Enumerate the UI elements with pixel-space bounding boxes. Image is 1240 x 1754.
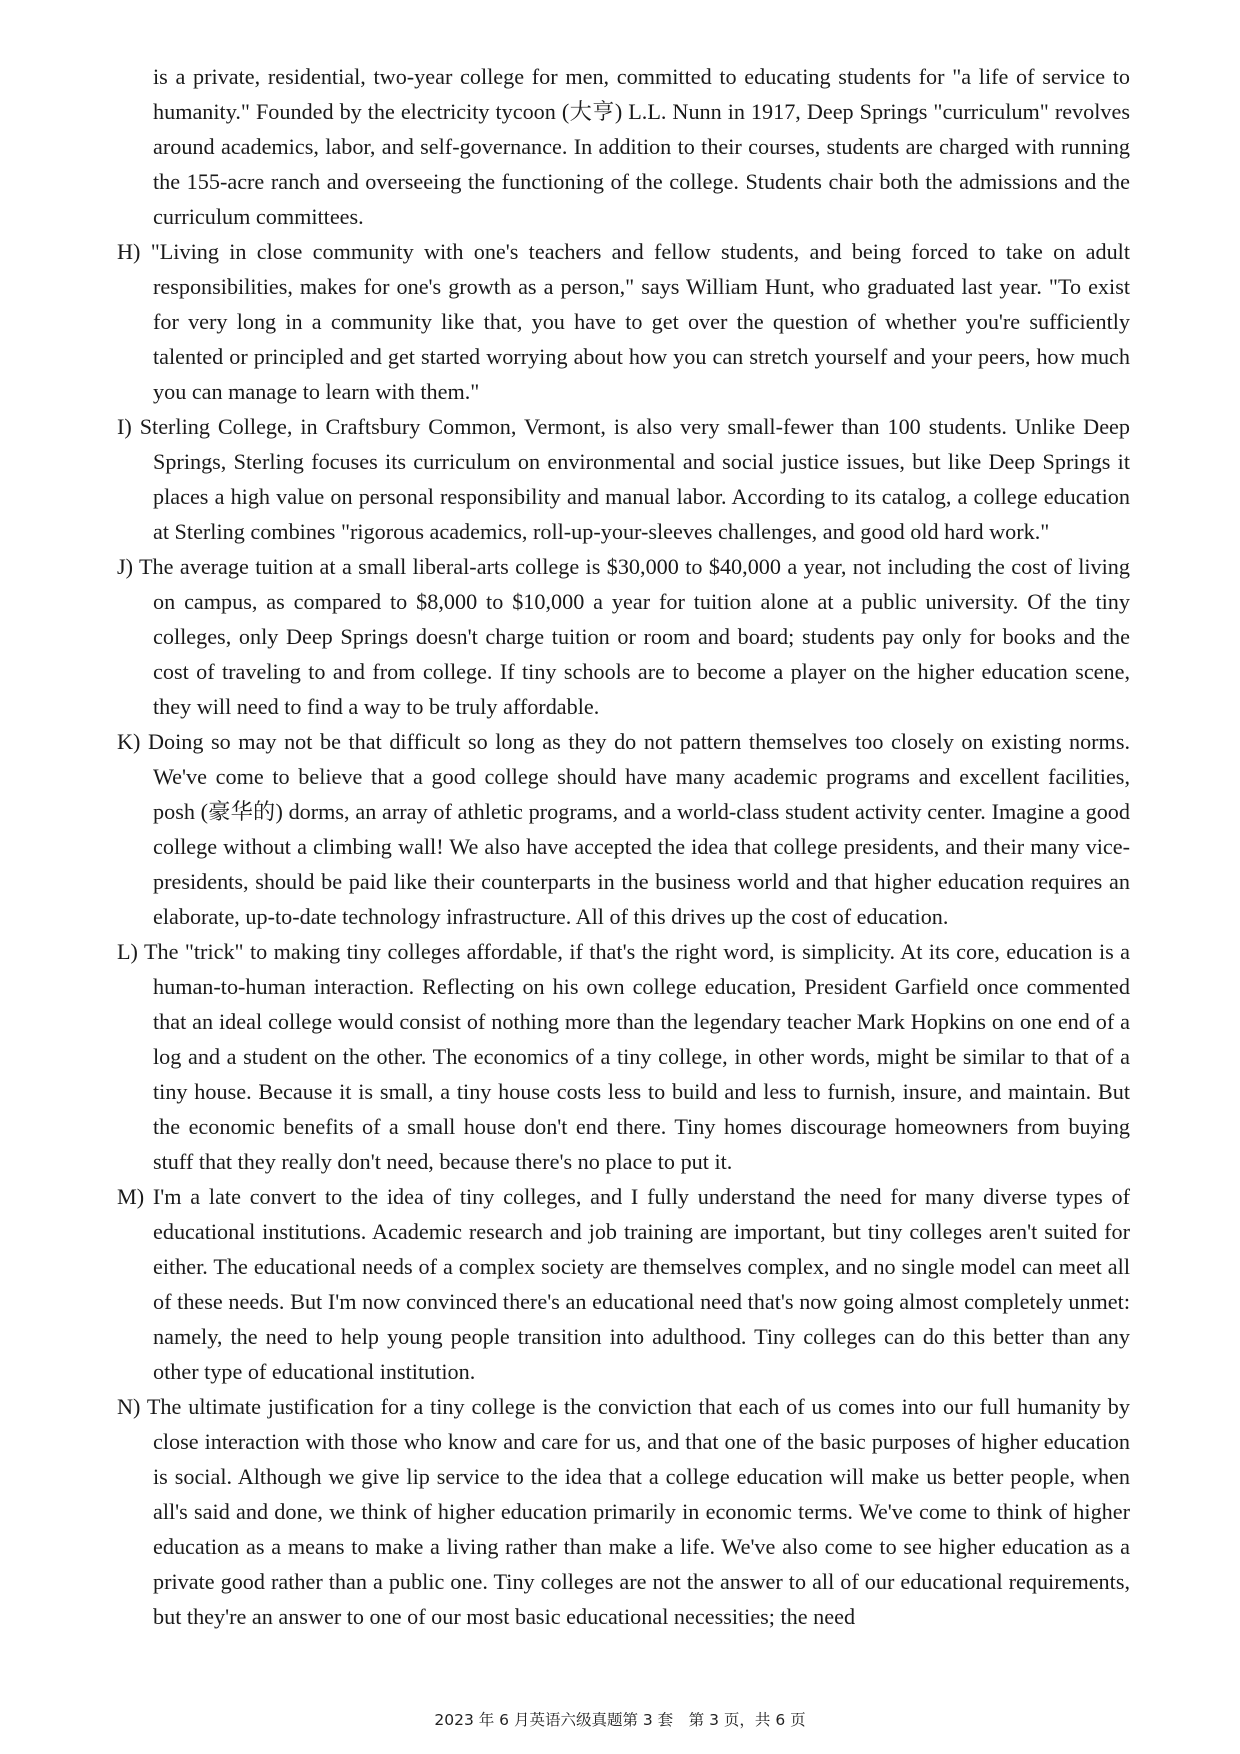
paragraph-i: I) Sterling College, in Craftsbury Common, Vermont, is also very small-fewer than 100 students. Unlike Deep Springs, Sterling focuses its curriculum on environmental and social justice issues, but like Deep Springs it places a high value on personal responsibility and manual labor. According to its catalog, a college education at Sterling combines "rigorous academics, roll-up-your-sleeves challenges, and good old hard work." (117, 414, 1130, 544)
paragraph-l: L) The "trick" to making tiny colleges affordable, if that's the right word, is simplicity. At its core, education is a human-to-human interaction. Reflecting on his own college education, President Garfield once commented that an ideal college would consist of nothing more than the legendary teacher Mark Hopkins on one end of a log and a student on the other. The economics of a tiny college, in other words, might be similar to that of a tiny house. Because it is small, a tiny house costs less to build and less to furnish, insure, and maintain. But the economic benefits of a small house don't end there. Tiny homes discourage homeowners from buying stuff that they really don't need, because there's no place to put it. (117, 939, 1130, 1174)
page-footer: 2023 年 6 月英语六级真题第 3 套 第 3 页，共 6 页 (434, 1711, 806, 1729)
paragraph-k: K) Doing so may not be that difficult so long as they do not pattern themselves too closely on existing norms. We've come to believe that a good college should have many academic programs and excellent facilities, posh (豪华的) dorms, an array of athletic programs, and a world-class student activity center. Imagine a good college without a climbing wall! We also have accepted the idea that college presidents, and their many vice-presidents, should be paid like their counterparts in the business world and that higher education requires an elaborate, up-to-date technology infrastructure. All of this drives up the cost of education. (117, 729, 1130, 929)
paragraph-m: M) I'm a late convert to the idea of tiny colleges, and I fully understand the need for many diverse types of educational institutions. Academic research and job training are important, but tiny colleges aren't suited for either. The educational needs of a complex society are themselves complex, and no single model can meet all of these needs. But I'm now convinced there's an educational need that's now going almost completely unmet: namely, the need to help young people transition into adulthood. Tiny colleges can do this better than any other type of educational institution. (117, 1184, 1130, 1384)
paragraph-h: H) "Living in close community with one's teachers and fellow students, and being forced to take on adult responsibilities, makes for one's growth as a person," says William Hunt, who graduated last year. "To exist for very long in a community like that, you have to get over the question of whether you're sufficiently talented or principled and get started worrying about how you can stretch yourself and your peers, how much you can manage to learn with them." (117, 239, 1130, 404)
paragraph-n: N) The ultimate justification for a tiny college is the conviction that each of us comes into our full humanity by close interaction with those who know and care for us, and that one of the basic purposes of higher education is social. Although we give lip service to the idea that a college education will make us better people, when all's said and done, we think of higher education primarily in economic terms. We've come to think of higher education as a means to make a living rather than make a life. We've also come to see higher education as a private good rather than a public one. Tiny colleges are not the answer to all of our educational requirements, but they're an answer to one of our most basic educational necessities; the need (117, 1394, 1130, 1629)
paragraph-j: J) The average tuition at a small liberal-arts college is $30,000 to $40,000 a year, not including the cost of living on campus, as compared to $8,000 to $10,000 a year for tuition alone at a public university. Of the tiny colleges, only Deep Springs doesn't charge tuition or room and board; students pay only for books and the cost of traveling to and from college. If tiny schools are to become a player on the higher education scene, they will need to find a way to be truly affordable. (117, 554, 1130, 719)
paragraph-continued: is a private, residential, two-year college for men, committed to educating students for "a life of service to humanity." Founded by the electricity tycoon (大亨) L.L. Nunn in 1917, Deep Springs "curriculum" revolves around academics, labor, and self-governance. In addition to their courses, students are charged with running the 155-acre ranch and overseeing the functioning of the college. Students chair both the admissions and the curriculum committees. (153, 64, 1130, 229)
article-body (117, 59, 1130, 1634)
